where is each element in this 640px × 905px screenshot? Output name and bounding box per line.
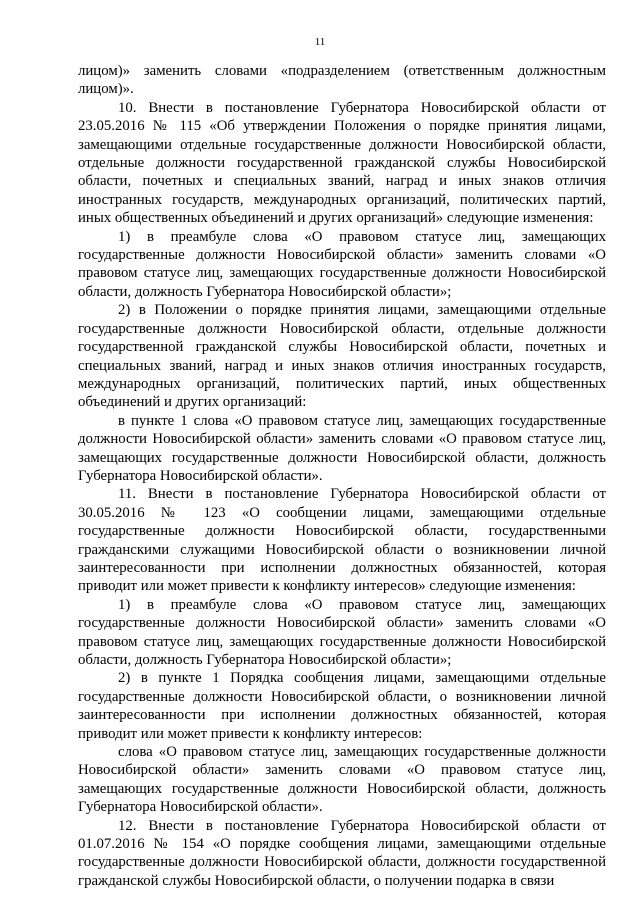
paragraph-item-10-2-text: в пункте 1 слова «О правовом статусе лиц, замещающих государственные должности Новосибирской области» заменить словами «О правовом статусе лиц, замещающих государственные должности Новосибирской области, должность Губернатора Новосибирской области». [78,412,606,484]
paragraph-item-10-2: 2) в Положении о порядке принятия лицами, замещающими отдельные государственные должности Новосибирской области, отдельные должности государственной гражданской службы Новосибирской области, почетных и специальных званий, наград и иных знаков отличия иностранных государств, международных организаций, политических партий, иных общественных объединений и других организаций: [78,302,606,411]
paragraph-item-10-1: 1) в преамбуле слова «О правовом статусе лиц, замещающих государственные должности Новосибирской области» заменить словами «О правовом статусе лиц, замещающих государственные должности Новосибирской области, должность Губернатора Новосибирской области»; [78,228,606,300]
paragraph-item-12: 12. Внести в постановление Губернатора Новосибирской области от 01.07.2016 № 154 «О порядке сообщения лицами, замещающими отдельные государственные должности Новосибирской области, должности государственной гражданской службы Новосибирской области, о получении подарка в связи [78,817,606,889]
paragraph-continuation: лицом)» заменить словами «подразделением (ответственным должностным лицом)». [78,63,606,98]
paragraph-item-11-2-text: слова «О правовом статусе лиц, замещающих государственные должности Новосибирской области» заменить словами «О правовом статусе лиц, замещающих государственные должности Новосибирской области, должность Губернатора Новосибирской области». [78,744,606,816]
paragraph-item-10: 10. Внести в постановление Губернатора Новосибирской области от 23.05.2016 № 115 «Об утверждении Положения о порядке принятия лицами, замещающими отдельные государственные должности Новосибирской области, отдельные должности государственной гражданской службы Новосибирской области, почетных и специальных званий, наград и иных знаков отличия иностранных государств, международных организаций, политических партий, иных общественных объединений и других организаций» следующие изменения: [78,99,606,227]
paragraph-item-11-2: 2) в пункте 1 Порядка сообщения лицами, замещающими отдельные государственные должности Новосибирской области, о возникновении личной заинтересованности при исполнении должностных обязанностей, которая приводит или может привести к конфликту интересов: [78,670,606,742]
document-body [78,62,606,890]
page-number: 11 [314,36,326,48]
paragraph-item-11: 11. Внести в постановление Губернатора Новосибирской области от 30.05.2016 № 123 «О сообщении лицами, замещающими отдельные государственные должности Новосибирской области, государственными гражданскими служащими Новосибирской области о возникновении личной заинтересованности при исполнении должностных обязанностей, которая приводит или может привести к конфликту интересов» следующие изменения: [78,486,606,595]
paragraph-item-11-1: 1) в преамбуле слова «О правовом статусе лиц, замещающих государственные должности Новосибирской области» заменить словами «О правовом статусе лиц, замещающих государственные должности Новосибирской области, должность Губернатора Новосибирской области»; [78,596,606,668]
